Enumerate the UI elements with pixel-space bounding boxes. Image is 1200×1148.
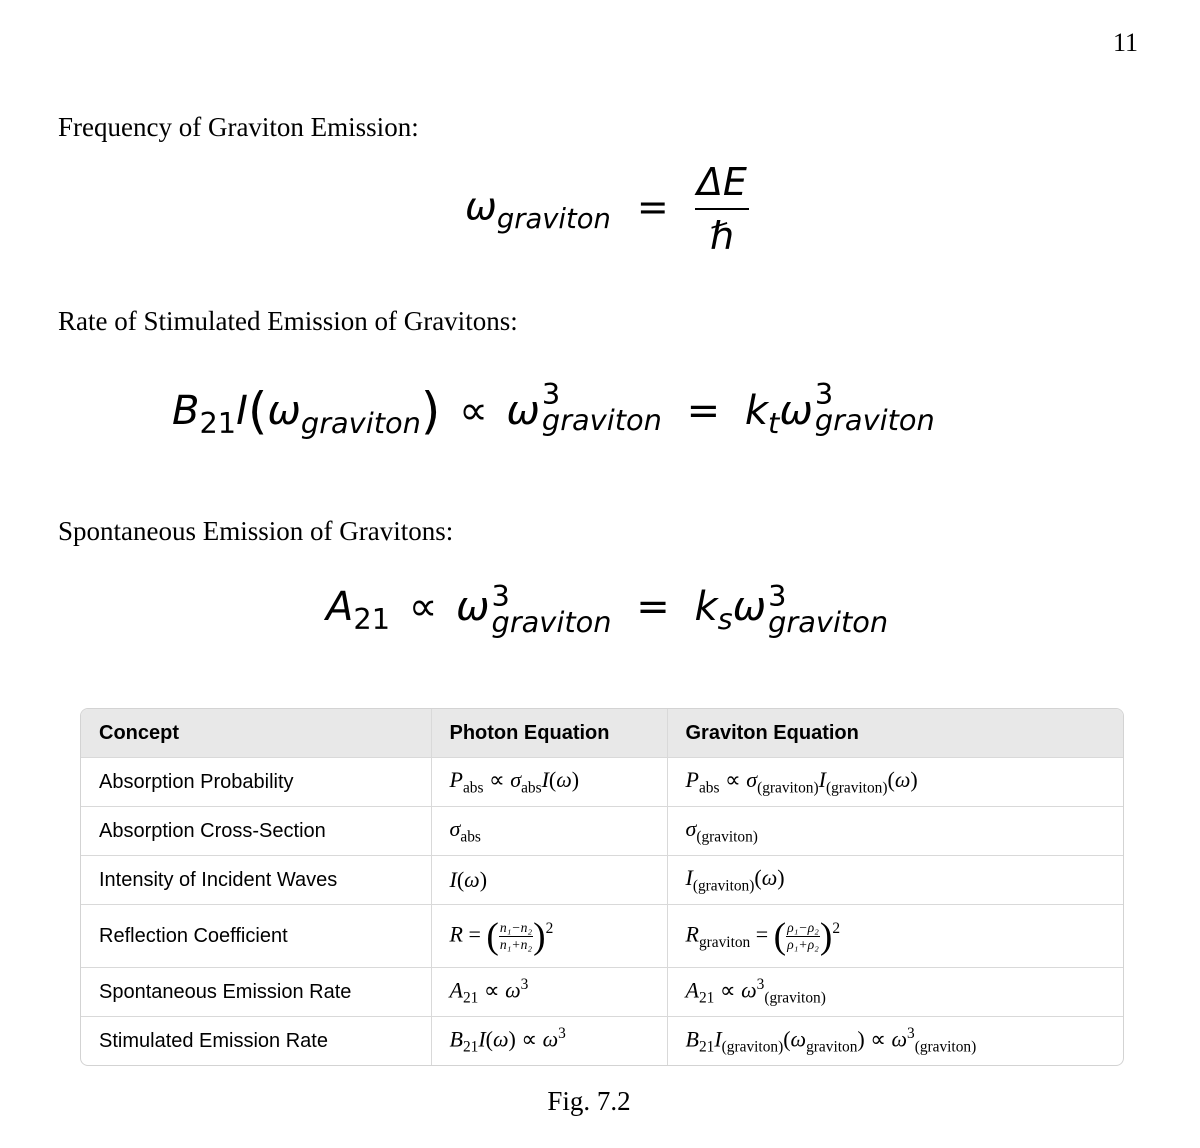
table-row	[81, 856, 1123, 905]
page-number: 11	[1112, 28, 1138, 57]
table-row	[81, 1017, 1123, 1066]
graviton-equation: $A_{21} \propto \omega^3_{(graviton)}$	[667, 968, 1123, 1017]
graviton-equation: $R_{graviton}$ = ( $\frac{\text{ρ₁−ρ₂}}{\text{ρ₁+ρ₂}}$ )$^2$	[667, 905, 1123, 968]
header-concept: Concept	[81, 709, 431, 758]
frequency-heading: Frequency of Graviton Emission:	[58, 112, 419, 142]
stimulated-equation: $B_{21}I(\omega_{graviton}) \propto \omega$ 3 graviton = $k_t\omega$ 3 graviton	[172, 377, 935, 440]
table-row	[81, 905, 1123, 968]
frequency-equation: $\omega_{graviton}$ = $\frac{\Delta E}{\text{ℏ}}$	[465, 160, 747, 258]
concept-cell: Intensity of Incident Waves	[81, 856, 431, 905]
graviton-equation: $\sigma_{(graviton)}$	[667, 807, 1123, 856]
photon-equation: $\sigma_{abs}$	[431, 807, 667, 856]
photon-equation: $P_{abs} \propto \sigma_{abs}I(\omega)$	[431, 758, 667, 807]
table-row	[81, 758, 1123, 807]
table-row	[81, 807, 1123, 856]
photon-equation: R = ( $\frac{\text{n₁−n₂}}{\text{n₁+n₂}}$ )$^2$	[431, 905, 667, 968]
header-photon: Photon Equation	[431, 709, 667, 758]
figure-caption: Fig. 7.2	[547, 1086, 631, 1116]
concept-cell: Absorption Probability	[81, 758, 431, 807]
graviton-equation: $P_{abs} \propto \sigma_{(graviton)}I_{(graviton)}(\omega)$	[667, 758, 1123, 807]
concept-cell: Stimulated Emission Rate	[81, 1017, 431, 1066]
concept-cell: Reflection Coefficient	[81, 905, 431, 968]
concept-cell: Absorption Cross-Section	[81, 807, 431, 856]
photon-equation: $A_{21} \propto \omega^3$	[431, 968, 667, 1017]
photon-equation: I(ω)	[431, 856, 667, 905]
spontaneous-heading: Spontaneous Emission of Gravitons:	[58, 516, 454, 546]
graviton-equation: $I_{(graviton)}(\omega)$	[667, 856, 1123, 905]
table-row	[81, 968, 1123, 1017]
comparison-table	[80, 708, 1124, 1066]
spontaneous-equation: $A_{21} \propto \omega$ 3 graviton = $k_s\omega$ 3 graviton	[326, 579, 889, 639]
concept-cell: Spontaneous Emission Rate	[81, 968, 431, 1017]
stimulated-heading: Rate of Stimulated Emission of Gravitons:	[58, 306, 518, 336]
photon-equation: $B_{21}I(\omega) \propto \omega^3$	[431, 1017, 667, 1066]
graviton-equation: $B_{21}I_{(graviton)}(\omega_{graviton}) \propto \omega^3_{(graviton)}$	[685, 1025, 977, 1056]
table-header-row	[81, 709, 1123, 758]
header-graviton: Graviton Equation	[667, 709, 1123, 758]
